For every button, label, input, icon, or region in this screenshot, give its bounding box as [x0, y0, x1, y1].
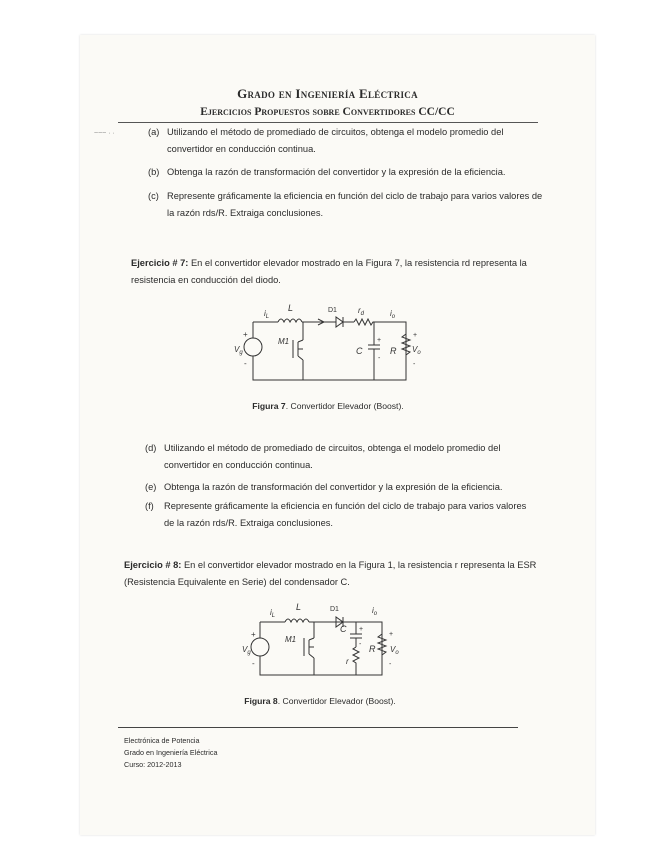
figure-8-label: Figura 8: [244, 696, 278, 706]
page-title: Grado en Ingeniería Eléctrica: [237, 86, 418, 101]
cap-plus: +: [359, 626, 364, 633]
item-c: [148, 188, 546, 222]
exercise-7-text: En el convertidor elevador mostrado en la Figura 7, la resistencia rd representa la resistencia en conducción del diodo.: [131, 258, 527, 285]
item-label: (a): [148, 127, 160, 137]
page-subtitle: Ejercicios Propuestos sobre Convertidores CC/CC: [200, 106, 455, 118]
cap-minus: -: [359, 641, 362, 648]
footer-course: Electrónica de Potencia: [124, 736, 200, 745]
svg-text:iL: [270, 608, 275, 619]
svg-text:iL: [264, 309, 269, 320]
vo-sub: o: [417, 350, 421, 356]
vo-plus: +: [389, 631, 394, 638]
footer-divider: [118, 727, 518, 728]
cap-minus: -: [378, 355, 381, 362]
item-label: (c): [148, 191, 159, 201]
diode-label: D1: [330, 606, 339, 613]
figure-8-text: . Convertidor Elevador (Boost).: [277, 696, 396, 706]
item-label: (d): [145, 443, 157, 453]
item-f: [145, 498, 535, 532]
svg-text:rd: [358, 306, 365, 317]
cap-plus: +: [377, 337, 382, 344]
item-label: (b): [148, 167, 160, 177]
svg-text:Vo: [412, 345, 421, 356]
il-sub: L: [271, 613, 276, 619]
diode-label: D1: [328, 307, 337, 314]
io-sub: o: [373, 611, 378, 617]
il-label: i: [270, 608, 272, 617]
exercise-8-heading: Ejercicio # 8:: [124, 560, 182, 570]
item-text: Represente gráficamente la eficiencia en función del ciclo de trabajo para varios valores de la razón rds/R. Extraiga conclusiones.: [167, 191, 543, 218]
item-text: Obtenga la razón de transformación del convertidor y la expresión de la eficiencia.: [167, 167, 506, 177]
vg-minus: -: [252, 659, 255, 668]
inductor-label: L: [288, 303, 294, 313]
exercise-8-text: En el convertidor elevador mostrado en la Figura 1, la resistencia r representa la ESR (Resistencia Equivalente en Serie) del condensador C.: [124, 560, 537, 587]
footer: [124, 735, 218, 771]
exercise-7-heading: Ejercicio # 7:: [131, 258, 189, 268]
svg-text:Vg: [234, 345, 243, 356]
esr-label: r: [346, 657, 349, 666]
vo-minus: -: [389, 661, 392, 668]
rd-sub: d: [360, 311, 365, 317]
il-label: i: [264, 309, 266, 318]
svg-text:io: [372, 606, 378, 617]
svg-text:io: [390, 309, 396, 320]
figure-7-text: . Convertidor Elevador (Boost).: [285, 401, 404, 411]
resistor-label: R: [390, 346, 397, 356]
subtitle-underline: [118, 122, 538, 123]
item-text: Obtenga la razón de transformación del convertidor y la expresión de la eficiencia.: [164, 482, 503, 492]
capacitor-label: C: [340, 624, 347, 634]
resistor-label: R: [369, 644, 376, 654]
item-d: [145, 440, 535, 474]
item-label: (f): [145, 501, 154, 511]
vg-sub: g: [239, 350, 243, 356]
figure-8-circuit: [230, 600, 415, 685]
figure-7-label: Figura 7: [252, 401, 286, 411]
margin-scribble: ~~~ · ·: [94, 130, 115, 137]
exercise-7-statement: [131, 255, 545, 289]
item-e: [145, 479, 535, 496]
item-text: Utilizando el método de promediado de circuitos, obtenga el modelo promedio del convertidor en conducción continua.: [167, 127, 504, 154]
capacitor-label: C: [356, 346, 363, 356]
figure-8-caption: [220, 696, 420, 706]
io-label: i: [372, 606, 374, 615]
figure-7-caption: [228, 401, 428, 411]
io-sub: o: [391, 314, 396, 320]
item-b: [148, 164, 546, 181]
vg-label: V: [242, 645, 248, 654]
io-label: i: [390, 309, 392, 318]
exercise-8-statement: [124, 557, 538, 591]
inductor-label: L: [296, 602, 302, 612]
item-label: (e): [145, 482, 157, 492]
switch-label: M1: [278, 337, 290, 346]
vo-label: V: [412, 345, 418, 354]
svg-text:Vg: [242, 645, 251, 656]
vg-sub: g: [247, 650, 251, 656]
vo-plus: +: [413, 332, 418, 339]
item-text: Utilizando el método de promediado de circuitos, obtenga el modelo promedio del convertidor en conducción continua.: [164, 443, 501, 470]
vg-minus: -: [244, 359, 247, 368]
footer-year: Curso: 2012-2013: [124, 760, 182, 769]
vo-label: V: [390, 645, 396, 654]
il-sub: L: [265, 314, 270, 320]
switch-label: M1: [285, 635, 297, 644]
svg-text:Vo: [390, 645, 399, 656]
figure-7-circuit: [228, 300, 428, 390]
footer-degree: Grado en Ingeniería Eléctrica: [124, 748, 218, 757]
item-text: Represente gráficamente la eficiencia en función del ciclo de trabajo para varios valores de la razón rds/R. Extraiga conclusiones.: [164, 501, 527, 528]
vo-sub: o: [395, 650, 399, 656]
item-a: [148, 124, 546, 158]
vg-label: V: [234, 345, 240, 354]
vo-minus: -: [413, 361, 416, 368]
vg-plus: +: [243, 330, 248, 339]
rd-label: r: [358, 306, 361, 315]
vg-plus: +: [251, 630, 256, 639]
